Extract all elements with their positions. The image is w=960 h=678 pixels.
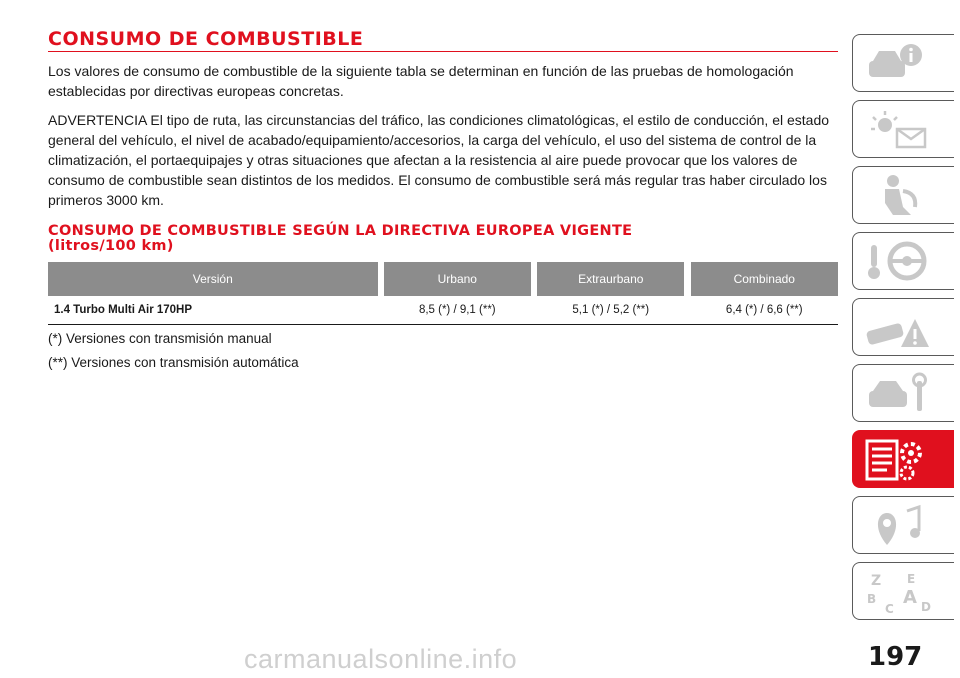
svg-text:A: A [903,587,917,608]
svg-text:C: C [885,602,894,615]
tab-maintenance[interactable] [852,364,954,422]
cell-urban: 8,5 (*) / 9,1 (**) [384,296,531,325]
safety-seat-icon [863,173,933,219]
warning-lights-icon [863,107,933,153]
table-row [48,296,838,325]
header-urban: Urbano [384,262,531,296]
subsection-title-line1: CONSUMO DE COMBUSTIBLE SEGÚN LA DIRECTIVA EUROPEA VIGENTE [48,223,633,239]
footnote-manual: (*) Versiones con transmisión manual [48,331,272,346]
cell-version: 1.4 Turbo Multi Air 170HP [48,296,378,325]
tab-warning-lights[interactable] [852,100,954,158]
technical-data-icon [863,437,933,483]
car-maintenance-icon [863,371,933,417]
steering-wheel-icon [863,239,933,285]
svg-text:D: D [921,600,931,614]
header-combined: Combinado [691,262,838,296]
section-title: CONSUMO DE COMBUSTIBLE [48,28,838,52]
header-extraurban: Extraurbano [537,262,684,296]
svg-text:Z: Z [871,573,882,589]
main-content [48,28,838,373]
footnote-automatic: (**) Versiones con transmisión automática [48,355,299,370]
intro-paragraph: Los valores de consumo de combustible de la siguiente tabla se determinan en función de las pruebas de homologación establecidas por directivas europeas concretas. [48,63,794,99]
tab-car-info[interactable] [852,34,954,92]
svg-text:B: B [867,592,877,606]
index-icon [863,569,933,615]
multimedia-icon [863,503,933,549]
tab-multimedia[interactable] [852,496,954,554]
svg-text:E: E [907,572,916,586]
consumption-table [48,262,838,325]
subsection-title-line2: (litros/100 km) [48,238,174,254]
cell-combined: 6,4 (*) / 6,6 (**) [691,296,838,325]
watermark: carmanualsonline.info [244,644,518,674]
warning-paragraph: ADVERTENCIA El tipo de ruta, las circunstancias del tráfico, las condiciones climatológicas, el estilo de conducción, el estado general del vehículo, el nivel de acabado/equipamiento/accesorios, la carga del vehículo, el uso del sistema de control de la climatización, el portaequipajes y otras situaciones que afectan a la resistencia al aire puede provocar que los valores de consumo de combustible sean distintos de los medidos. El consumo de combustible será más regular tras haber circulado los primeros 3000 km. [48,112,830,208]
tab-safety[interactable] [852,166,954,224]
car-info-icon [863,41,933,87]
header-version: Versión [48,262,378,296]
page-number: 197 [868,642,923,672]
subsection-title [48,224,838,254]
cell-extraurban: 5,1 (*) / 5,2 (**) [537,296,684,325]
tab-emergency[interactable] [852,298,954,356]
tab-steering[interactable] [852,232,954,290]
car-emergency-icon [863,305,933,351]
table-header-row [48,262,838,296]
tab-technical-data[interactable] [852,430,954,488]
footnotes [48,329,838,373]
tab-index[interactable] [852,562,954,620]
